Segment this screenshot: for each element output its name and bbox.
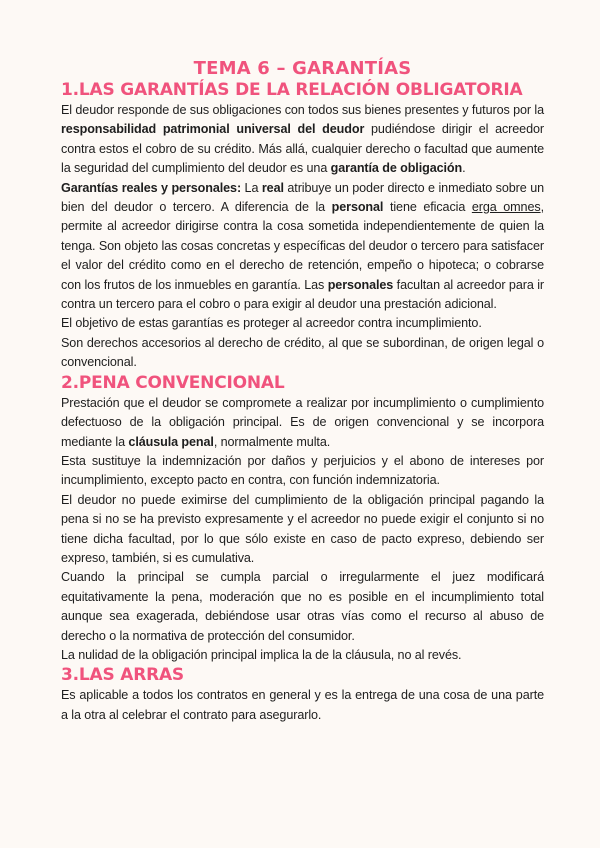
- text-run: , normalmente multa.: [213, 434, 331, 449]
- paragraph: El deudor no puede eximirse del cumplimiento de la obligación principal pagando la pena si no se ha previsto expresamente y el acreedor no puede exigir el conjunto si no tiene dicha facultad, por lo que sólo existe en caso de pacto expreso, debiendo ser expreso, también, si es cumulativa.: [61, 492, 544, 565]
- section-pena-convencional: [61, 373, 544, 666]
- bold-term: personal: [331, 200, 384, 215]
- bold-term: personales: [327, 277, 394, 292]
- bold-term: real: [261, 180, 284, 195]
- text-run: , permite al acreedor dirigirse contra la cosa sometida independientemente de quien la tenga. Son objeto las cosas concretas y específicas del deudor o tercero para satisfacer el valor del crédito como en el derecho de retención, empeño o hipoteca; o cobrarse con los frutos de los inmuebles en garantía. Las: [61, 200, 544, 292]
- paragraph: [61, 179, 544, 315]
- paragraph: Son derechos accesorios al derecho de crédito, al que se subordinan, de origen legal o convencional.: [61, 335, 544, 370]
- text-run: pudiéndose dirigir el acreedor contra estos el cobro de su crédito. Más allá, cualquier derecho o facultad que aumente la seguridad del cumplimiento del deudor es una: [61, 122, 544, 176]
- section-heading: 1.LAS GARANTÍAS DE LA RELACIÓN OBLIGATORIA: [61, 80, 523, 100]
- bold-term: cláusula penal: [128, 434, 214, 449]
- text-run: La: [241, 180, 262, 195]
- underlined-term: erga omnes: [471, 200, 541, 215]
- section-heading: 3.LAS ARRAS: [61, 665, 184, 686]
- text-run: .: [462, 161, 466, 176]
- section-arras: [61, 665, 544, 725]
- section-heading: 2.PENA CONVENCIONAL: [61, 372, 285, 393]
- paragraph: Esta sustituye la indemnización por daños y perjuicios y el abono de intereses por incumplimiento, excepto pacto en contra, con función indemnizatoria.: [61, 453, 544, 488]
- text-run: facultan al acreedor para ir contra un tercero para el cobro o para exigir al deudor una prestación adicional.: [61, 277, 544, 312]
- bold-term: Garantías reales y personales:: [61, 180, 242, 195]
- text-run: tiene eficacia: [383, 200, 472, 215]
- paragraph: [61, 394, 544, 452]
- paragraph: Es aplicable a todos los contratos en general y es la entrega de una cosa de una parte a la otra al celebrar el contrato para asegurarlo.: [61, 688, 544, 722]
- section-garantias: [61, 80, 544, 373]
- page-title: TEMA 6 – GARANTÍAS: [193, 58, 412, 79]
- text-run: El deudor responde de sus obligaciones con todos sus bienes presentes y futuros por la: [61, 103, 544, 117]
- bold-term: responsabilidad patrimonial universal del deudor: [61, 122, 365, 137]
- paragraph: El objetivo de estas garantías es proteger al acreedor contra incumplimiento.: [61, 316, 482, 331]
- text-run: atribuye un poder directo e inmediato sobre un bien del deudor o tercero. A diferencia de la: [61, 180, 544, 215]
- bold-term: garantía de obligación: [330, 161, 463, 176]
- paragraph: [61, 101, 544, 179]
- text-run: Prestación que el deudor se compromete a realizar por incumplimiento o cumplimiento defectuoso de la obligación principal. Es de origen convencional y se incorpora mediante la: [61, 395, 544, 449]
- paragraph: Cuando la principal se cumpla parcial o irregularmente el juez modificará equitativamente la pena, moderación que no es posible en el incumplimiento total aunque sea exagerada, debiéndose usar otras vías como el recurso al abuso de derecho o la normativa de protección del consumidor.: [61, 570, 544, 643]
- paragraph: La nulidad de la obligación principal implica la de la cláusula, no al revés.: [61, 647, 462, 662]
